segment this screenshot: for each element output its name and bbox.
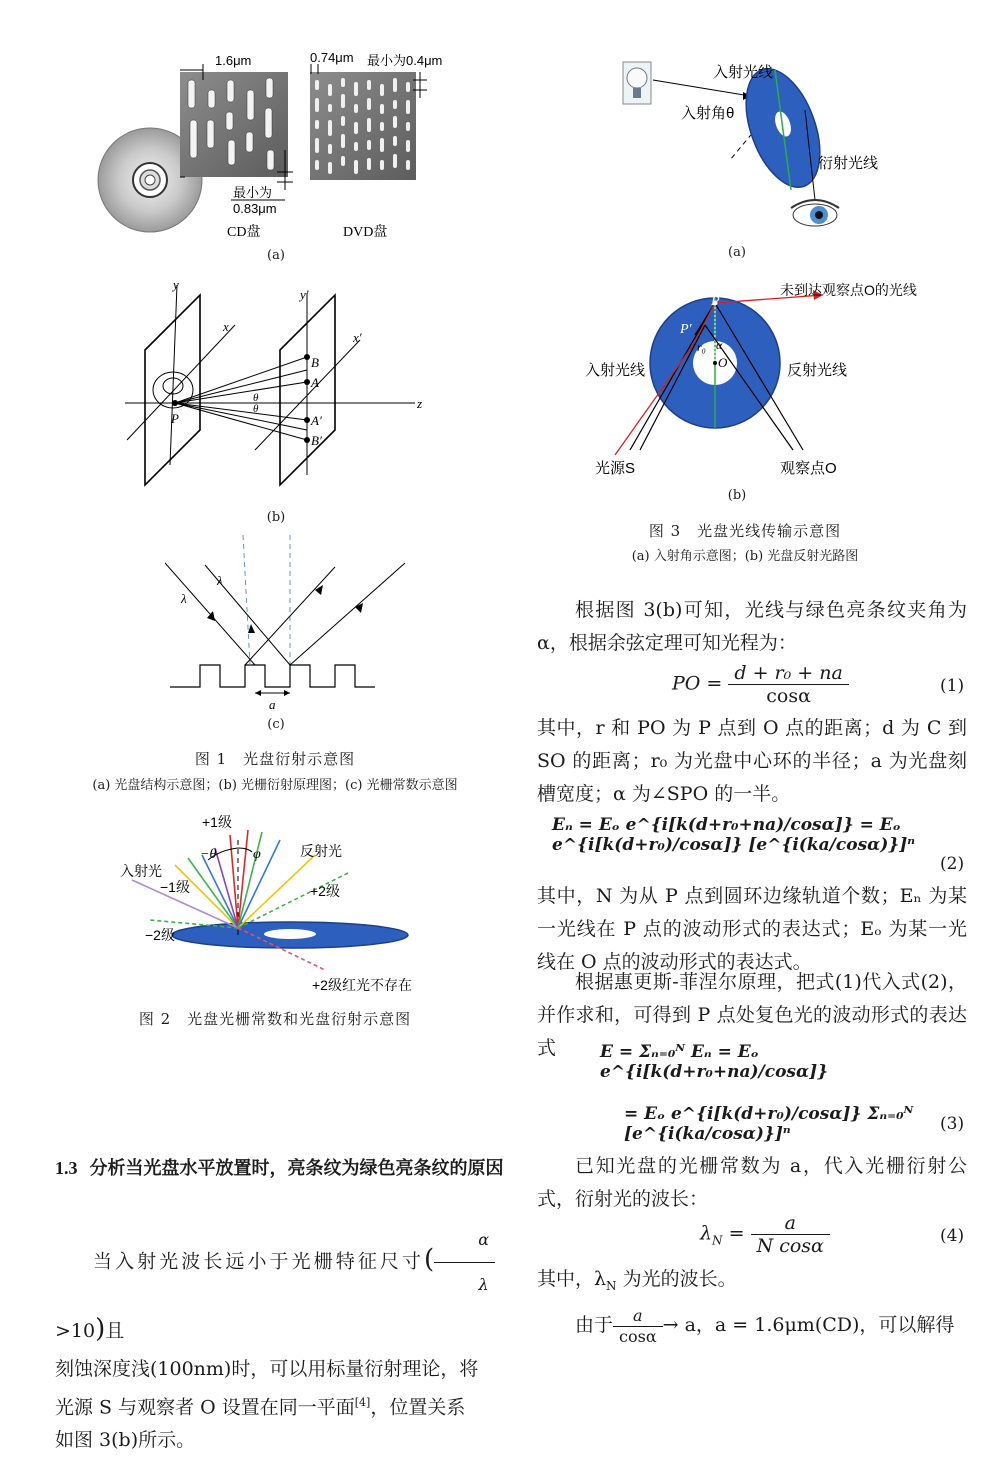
point-P-label: P (171, 411, 179, 426)
section-number: 1.3 (55, 1158, 78, 1178)
minus-theta-label: −θ (200, 847, 217, 862)
figure-3-subcaption: (a) 入射角示意图；(b) 光盘反射光路图 (631, 549, 859, 564)
light-bulb-icon (623, 62, 651, 104)
fig1a-sublabel: (a) (267, 248, 285, 263)
theta-lower-label: θ (253, 403, 259, 415)
light-source-label: 光源S (595, 460, 636, 477)
eq4-denominator: N cosα (756, 1235, 824, 1257)
order-minus1-label: −1级 (160, 879, 190, 895)
order-minus2-label: −2级 (145, 927, 175, 943)
point-A-prime-label: A′ (311, 413, 322, 428)
point-O-label: O (718, 355, 728, 370)
right-p7-a: 由于 (575, 1314, 614, 1336)
equation-4 (700, 1212, 830, 1257)
axis-y-label: y (173, 277, 179, 292)
left-paragraph: 当入射光波长远小于光栅特征尺寸( $\frac{\alpha}{\lambda}$ >10)且 刻蚀深度浅(100nm)时，可以用标量衍射理论，将 光源 S 与观察者 O 设置在同一平面[4]，位置关系 如图 3(b)所示。 (55, 1218, 495, 1457)
eq4-equals: = (728, 1222, 745, 1245)
axis-x-prime-label: x′ (353, 330, 362, 345)
cd-min-label-2: 0.83μm (233, 201, 277, 216)
figure-1-caption: 图 1 光盘衍射示意图 (194, 750, 356, 768)
order-plus2-label: +2级 (310, 883, 340, 899)
left-p1-gt10: >10 (55, 1320, 96, 1342)
eq4-numerator: a (751, 1212, 830, 1235)
eq1-number: (1) (940, 676, 965, 696)
figure-3a (615, 50, 895, 250)
right-paragraph-6 (537, 1263, 967, 1303)
figure-1b (115, 275, 435, 500)
right-paragraph-4: 根据惠更斯-菲涅尔原理，把式(1)代入式(2)，并作求和，可得到 P 点处复色光的波动形式的表达式 (537, 971, 967, 1059)
eq1-denominator: cosα (766, 685, 811, 707)
right-paragraph-7 (575, 1305, 975, 1347)
fig3a-sublabel: (a) (728, 245, 746, 260)
left-p1-line3: 光源 S 与观察者 O 设置在同一平面 (55, 1396, 355, 1419)
eq4-number: (4) (940, 1226, 965, 1246)
axis-y-prime-label: y′ (300, 287, 309, 302)
dvd-pitch-label: 0.74μm (310, 50, 354, 65)
section-title: 分析当光盘水平放置时，亮条纹为绿色亮条纹的原因 (89, 1158, 504, 1179)
phi-label: φ (253, 847, 261, 862)
observer-label: 观察点O (780, 460, 837, 477)
point-P-prime-label: P′ (680, 322, 692, 337)
point-B-label: B (311, 355, 319, 370)
fig3b-sublabel: (b) (727, 488, 747, 503)
point-P-label-3b: P (711, 294, 720, 309)
alpha-label: α (716, 338, 723, 352)
cd-label: CD盘 (227, 225, 261, 240)
equation-2: Eₙ = Eₒ e^{i[k(d+r₀+na)/cosα]} = Eₒ e^{i[k(d+r₀)/cosα]} [e^{i(ka/cosα)}]ⁿ (552, 815, 916, 855)
incident-angle-label: 入射角θ (681, 105, 735, 122)
p7-denominator: cosα (619, 1326, 657, 1346)
not-reach-ray-label: 未到达观察点O的光线 (780, 282, 917, 298)
eq4-lambda: λ (700, 1222, 713, 1245)
figure-1-subcaption: (a) 光盘结构示意图；(b) 光栅衍射原理图；(c) 光栅常数示意图 (92, 778, 458, 793)
left-p1-line4: 如图 3(b)所示。 (55, 1429, 196, 1452)
grating-constant-diagram (165, 535, 415, 715)
section-heading (55, 1152, 505, 1185)
figure-3-caption: 图 3 光盘光线传输示意图 (648, 522, 842, 540)
right-paragraph-2: 其中，r 和 PO 为 P 点到 O 点的距离；d 为 C 到 SO 的距离；r₀ 为光盘中心环的半径；a 为光盘刻槽宽度；α 为∠SPO 的一半。 (537, 717, 967, 805)
equation-3-line-1: E = Σₙ₌₀ᴺ Eₙ = Eₒ e^{i[k(d+r₀+na)/cosα]} (600, 1042, 829, 1082)
reflected-ray-label: 反射光线 (787, 362, 848, 379)
right-paragraph-1: 根据图 3(b)可知，光线与绿色亮条纹夹角为α，根据余弦定理可知光程为： (537, 599, 967, 654)
left-p1-line2: 刻蚀深度浅(100nm)时，可以用标量衍射理论，将 (55, 1358, 479, 1380)
axis-z-label: z (417, 396, 423, 411)
lambda-label-2: λ (217, 573, 223, 588)
r0-label: r₀ (697, 340, 706, 354)
axis-x-label: x (223, 319, 229, 334)
right-paragraph-3: 其中，N 为从 P 点到圆环边缘轨道个数；Eₙ 为某一光线在 P 点的波动形式的表达式；Eₒ 为某一光线在 O 点的波动形式的表达式。 (537, 885, 967, 973)
incident-ray-label: 入射光线 (713, 64, 774, 81)
eq2-number: (2) (940, 854, 965, 874)
dvd-label: DVD盘 (343, 225, 388, 240)
theta-upper-label: θ (253, 392, 259, 404)
left-p1-c: 且 (105, 1320, 125, 1342)
incident-angle-diagram (615, 50, 895, 250)
grating-diffraction-diagram (115, 275, 435, 500)
right-p6-b: 为光的波长。 (616, 1268, 737, 1290)
dvd-min-label: 最小为0.4μm (367, 53, 443, 68)
order-plus1-label: +1级 (202, 814, 232, 830)
figure-1a (95, 50, 475, 270)
reflected-light-label: 反射光 (300, 843, 342, 859)
eq1-lhs: PO = (672, 672, 723, 695)
fig1c-sublabel: (c) (267, 717, 285, 732)
eq3-number: (3) (940, 1114, 965, 1134)
figure-2-caption: 图 2 光盘光栅常数和光盘衍射示意图 (138, 1010, 412, 1028)
diffracted-ray-label: 衍射光线 (818, 155, 879, 172)
left-p1-a: 当入射光波长远小于光栅特征尺寸 (93, 1250, 425, 1273)
figure-1c (165, 535, 415, 715)
grating-a-label: a (269, 697, 276, 712)
right-p6-a: 其中，λ (537, 1268, 607, 1290)
cd-pitch-label: 1.6μm (215, 53, 252, 68)
eye-icon (791, 200, 839, 226)
equation-1 (672, 662, 849, 707)
point-A-label: A (311, 375, 319, 390)
lambda-label-1: λ (181, 591, 187, 606)
eq1-numerator: d + r₀ + na (728, 662, 848, 685)
cd-micrograph (180, 72, 288, 177)
left-p1-line3b: ，位置关系 (370, 1396, 466, 1419)
p7-numerator: a (613, 1306, 663, 1327)
alpha-over-lambda: $\frac{\alpha}{\lambda}$ (434, 1218, 495, 1307)
disc-reflection-path-diagram (575, 275, 960, 485)
cd-min-label-1: 最小为 (233, 185, 273, 200)
right-p7-b: → a，a = 1.6μm(CD)，可以解得 (662, 1314, 955, 1336)
fig1b-sublabel: (b) (266, 510, 286, 525)
right-paragraph-5: 已知光盘的光栅常数为 a，代入光栅衍射公式，衍射光的波长： (537, 1155, 967, 1210)
red-missing-label: +2级红光不存在 (312, 977, 412, 993)
point-B-prime-label: B′ (311, 433, 322, 448)
figure-2 (120, 810, 450, 1000)
right-p6-sub: N (606, 1278, 617, 1293)
ref-4[interactable]: [4] (354, 1396, 371, 1409)
equation-3-line-2: = Eₒ e^{i[k(d+r₀)/cosα]} Σₙ₌₀ᴺ [e^{i(ka/cosα)}]ⁿ (624, 1104, 914, 1144)
incident-light-label: 入射光 (120, 863, 162, 879)
cd-dvd-structure-diagram (95, 50, 475, 270)
dvd-micrograph (310, 72, 416, 180)
incident-ray-label-3b: 入射光线 (585, 362, 646, 379)
figure-3b (575, 275, 960, 485)
disc-grating-diffraction-diagram (120, 810, 450, 1000)
eq4-subscript: N (712, 1233, 723, 1248)
